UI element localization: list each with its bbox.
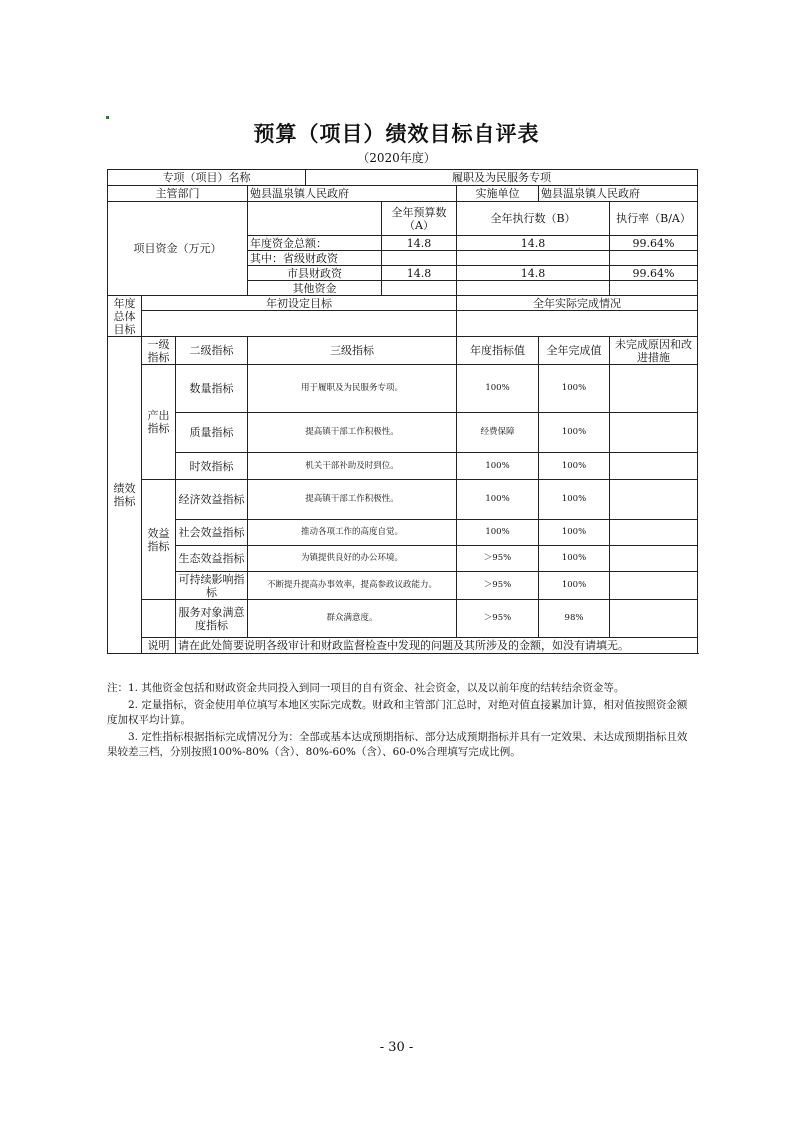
goals-actual-label: 全年实际完成情况 xyxy=(457,296,698,311)
indicator-l2: 可持续影响指标 xyxy=(176,572,248,600)
goals-actual-value xyxy=(457,311,698,337)
indicator-l2: 经济效益指标 xyxy=(176,480,248,520)
indicator-l2: 服务对象满意度指标 xyxy=(176,600,248,638)
indicator-row xyxy=(108,572,698,600)
goals-header-row xyxy=(108,296,698,311)
indicator-l3: 推动各项工作的高度自觉。 xyxy=(248,520,457,546)
remark-label: 说明 xyxy=(142,638,176,654)
indicator-target: ＞95% xyxy=(457,600,539,638)
indicator-l2: 社会效益指标 xyxy=(176,520,248,546)
note-item: 注：1. 其他资金包括和财政资金共同投入到同一项目的自有资金、社会资金，以及以前年度的结转结余资金等。 xyxy=(107,682,625,694)
indicator-done: 100% xyxy=(539,480,610,520)
indicator-reason xyxy=(610,480,698,520)
remark-text: 请在此处简要说明各级审计和财政监督检查中发现的问题及其所涉及的金额，如没有请填无。 xyxy=(176,638,698,654)
indicator-h-level3: 三级指标 xyxy=(248,337,457,365)
note-item: 3. 定性指标根据指标完成情况分为：全部或基本达成预期指标、部分达成预期指标并具有一定效果、未达成预期指标且效果较差三档，分别按照100%-80%（含）、80%-60%（含）、60-0%合理填写完成比例。 xyxy=(107,731,688,758)
indicator-l3: 提高镇干部工作积极性。 xyxy=(248,413,457,453)
indicator-done: 100% xyxy=(539,572,610,600)
indicator-reason xyxy=(610,365,698,413)
indicator-l2: 数量指标 xyxy=(176,365,248,413)
goals-content-row xyxy=(108,311,698,337)
funds-row-rate xyxy=(610,281,698,296)
indicator-target: 经费保障 xyxy=(457,413,539,453)
indicator-reason xyxy=(610,413,698,453)
indicator-l2: 时效指标 xyxy=(176,453,248,480)
indicator-done: 100% xyxy=(539,520,610,546)
indicator-reason xyxy=(610,546,698,572)
indicator-target: 100% xyxy=(457,520,539,546)
indicator-reason xyxy=(610,453,698,480)
funds-row-label: 其他资金 xyxy=(248,281,382,296)
indicator-row xyxy=(108,600,698,638)
funds-row-label: 年度资金总额： xyxy=(248,236,382,251)
remark-row xyxy=(108,638,698,654)
page-number: - 30 - xyxy=(379,1040,414,1055)
indicator-done: 98% xyxy=(539,600,610,638)
indicator-l2: 质量指标 xyxy=(176,413,248,453)
funds-blank xyxy=(248,202,382,236)
note-item: 2. 定量指标，资金使用单位填写本地区实际完成数。财政和主管部门汇总时，对绝对值直接累加计算，相对值按照资金额度加权平均计算。 xyxy=(107,699,688,726)
indicator-target: 100% xyxy=(457,365,539,413)
indicator-target: ＞95% xyxy=(457,572,539,600)
document-year: （2020年度） xyxy=(357,151,436,165)
indicator-l3: 机关干部补助及时到位。 xyxy=(248,453,457,480)
indicator-header-row xyxy=(108,337,698,365)
department-row xyxy=(108,186,698,202)
indicator-done: 100% xyxy=(539,365,610,413)
goals-label: 年度总体目标 xyxy=(108,296,142,337)
indicator-l3: 群众满意度。 xyxy=(248,600,457,638)
funds-row-budget xyxy=(382,251,457,266)
indicator-done: 100% xyxy=(539,413,610,453)
indicator-target: ＞95% xyxy=(457,546,539,572)
funds-row-exec: 14.8 xyxy=(457,236,610,251)
funds-row-budget: 14.8 xyxy=(382,236,457,251)
funds-header-row xyxy=(108,202,698,236)
funds-col-budget: 全年预算数（A） xyxy=(382,202,457,236)
indicator-reason xyxy=(610,600,698,638)
indicator-h-level2: 二级指标 xyxy=(176,337,248,365)
funds-row-label: 其中：省级财政资 xyxy=(248,251,382,266)
funds-col-exec: 全年执行数（B） xyxy=(457,202,610,236)
indicator-reason xyxy=(610,520,698,546)
indicator-h-target: 年度指标值 xyxy=(457,337,539,365)
funds-row-rate: 99.64% xyxy=(610,236,698,251)
funds-row-budget: 14.8 xyxy=(382,266,457,281)
unit-value: 勉县温泉镇人民政府 xyxy=(539,186,698,202)
indicator-l2: 生态效益指标 xyxy=(176,546,248,572)
indicator-h-reason: 未完成原因和改进措施 xyxy=(610,337,698,365)
indicator-l3: 为镇提供良好的办公环境。 xyxy=(248,546,457,572)
indicator-h-level1: 一级指标 xyxy=(142,337,176,365)
indicator-section-label: 绩效指标 xyxy=(108,337,142,654)
indicator-h-done: 全年完成值 xyxy=(539,337,610,365)
funds-col-rate: 执行率（B/A） xyxy=(610,202,698,236)
funds-row-exec: 14.8 xyxy=(457,266,610,281)
funds-row-exec xyxy=(457,251,610,266)
funds-row-rate: 99.64% xyxy=(610,266,698,281)
indicator-l3: 用于履职及为民服务专项。 xyxy=(248,365,457,413)
indicator-target: 100% xyxy=(457,453,539,480)
output-indicator-label: 产出指标 xyxy=(142,365,176,480)
project-name-label: 专项（项目）名称 xyxy=(108,170,306,186)
project-name-row xyxy=(108,170,698,186)
funds-label: 项目资金（万元） xyxy=(108,202,248,296)
funds-row-budget xyxy=(382,281,457,296)
unit-label: 实施单位 xyxy=(457,186,539,202)
indicator-reason xyxy=(610,572,698,600)
goals-initial-label: 年初设定目标 xyxy=(142,296,457,311)
indicator-l3: 提高镇干部工作积极性。 xyxy=(248,480,457,520)
indicator-row xyxy=(108,480,698,520)
indicator-done: 100% xyxy=(539,453,610,480)
dept-label: 主管部门 xyxy=(108,186,248,202)
indicator-target: 100% xyxy=(457,480,539,520)
satisfaction-level1-blank xyxy=(142,600,176,638)
funds-row-label: 市县财政资 xyxy=(248,266,382,281)
indicator-row xyxy=(108,453,698,480)
self-evaluation-table xyxy=(107,169,698,654)
funds-row-rate xyxy=(610,251,698,266)
notes-block xyxy=(107,681,697,762)
indicator-row xyxy=(108,520,698,546)
indicator-row xyxy=(108,546,698,572)
indicator-row xyxy=(108,413,698,453)
indicator-row xyxy=(108,365,698,413)
indicator-done: 100% xyxy=(539,546,610,572)
goals-initial-value xyxy=(142,311,457,337)
project-name-value: 履职及为民服务专项 xyxy=(306,170,698,186)
dept-value: 勉县温泉镇人民政府 xyxy=(248,186,457,202)
document-title: 预算（项目）绩效目标自评表 xyxy=(253,121,540,146)
funds-row-exec xyxy=(457,281,610,296)
benefit-indicator-label: 效益指标 xyxy=(142,480,176,600)
indicator-l3: 不断提升提高办事效率，提高参政议政能力。 xyxy=(248,572,457,600)
